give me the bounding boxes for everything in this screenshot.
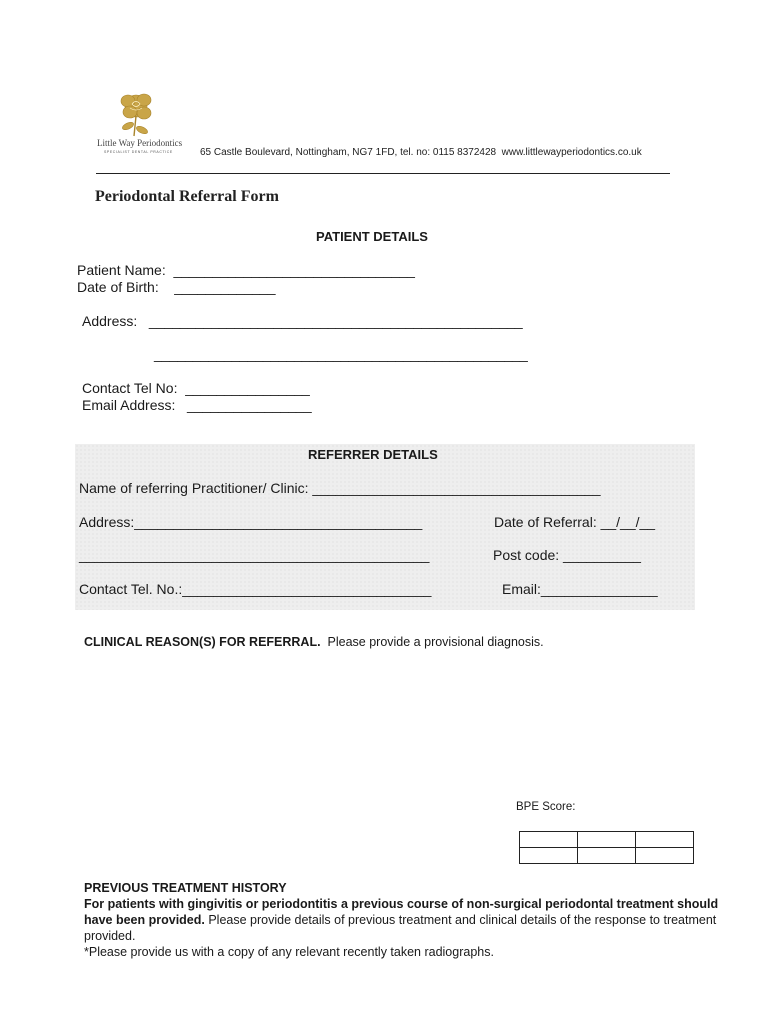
date-of-referral-field[interactable]: Date of Referral: __/__/__ bbox=[494, 514, 656, 530]
treatment-history-section bbox=[84, 880, 724, 960]
referrer-contact-tel-field[interactable]: Contact Tel. No.:________________________________ bbox=[79, 581, 432, 597]
contact-tel-field[interactable]: Contact Tel No: ________________ bbox=[82, 380, 310, 396]
referrer-address-field[interactable]: Address:_____________________________________ bbox=[79, 514, 423, 530]
bpe-score-label: BPE Score: bbox=[516, 801, 576, 813]
table-row bbox=[520, 848, 694, 864]
bpe-cell[interactable] bbox=[578, 848, 636, 864]
bpe-cell[interactable] bbox=[636, 848, 694, 864]
post-code-field[interactable]: Post code: __________ bbox=[493, 547, 641, 563]
practice-address: 65 Castle Boulevard, Nottingham, NG7 1FD, tel. no: 0115 8372428 www.littlewayperiodontics.co.uk bbox=[200, 147, 642, 158]
referrer-details-heading: REFERRER DETAILS bbox=[308, 447, 438, 462]
bpe-score-table bbox=[519, 831, 694, 864]
header-divider bbox=[96, 173, 670, 174]
treatment-history-instruction: Please provide details of previous treatment and clinical details of the response to treatment provided. bbox=[84, 913, 717, 943]
bpe-cell[interactable] bbox=[636, 832, 694, 848]
referrer-address-line2[interactable]: _____________________________________________ bbox=[79, 547, 430, 563]
treatment-history-heading: PREVIOUS TREATMENT HISTORY bbox=[84, 881, 287, 895]
clinical-reasons-heading: CLINICAL REASON(S) FOR REFERRAL. bbox=[84, 635, 321, 649]
logo-name: Little Way Periodontics bbox=[97, 138, 183, 148]
referring-practitioner-field[interactable]: Name of referring Practitioner/ Clinic: _____________________________________ bbox=[79, 480, 601, 496]
form-title: Periodontal Referral Form bbox=[95, 188, 279, 205]
radiograph-note: *Please provide us with a copy of any relevant recently taken radiographs. bbox=[84, 945, 494, 959]
date-of-birth-field[interactable]: Date of Birth: _____________ bbox=[77, 279, 276, 295]
clinical-reasons-line bbox=[84, 635, 544, 649]
bpe-cell[interactable] bbox=[520, 848, 578, 864]
treatment-history-requirement: For patients with gingivitis or periodontitis a previous course of non-surgical periodontal treatment should have been provided. bbox=[84, 897, 719, 927]
email-address-field[interactable]: Email Address: ________________ bbox=[82, 397, 312, 413]
patient-address-field[interactable]: Address: ________________________________________________ bbox=[82, 313, 523, 329]
patient-details-heading: PATIENT DETAILS bbox=[316, 229, 428, 244]
patient-name-field[interactable]: Patient Name: _______________________________ bbox=[77, 262, 415, 278]
referrer-email-field[interactable]: Email:_______________ bbox=[502, 581, 658, 597]
patient-address-line2[interactable]: ________________________________________________ bbox=[154, 346, 528, 362]
table-row bbox=[520, 832, 694, 848]
treatment-history-text bbox=[84, 896, 724, 944]
bpe-cell[interactable] bbox=[578, 832, 636, 848]
clinical-reasons-note: Please provide a provisional diagnosis. bbox=[320, 635, 544, 649]
logo-subtitle: SPECIALIST DENTAL PRACTICE bbox=[104, 150, 173, 154]
bpe-cell[interactable] bbox=[520, 832, 578, 848]
